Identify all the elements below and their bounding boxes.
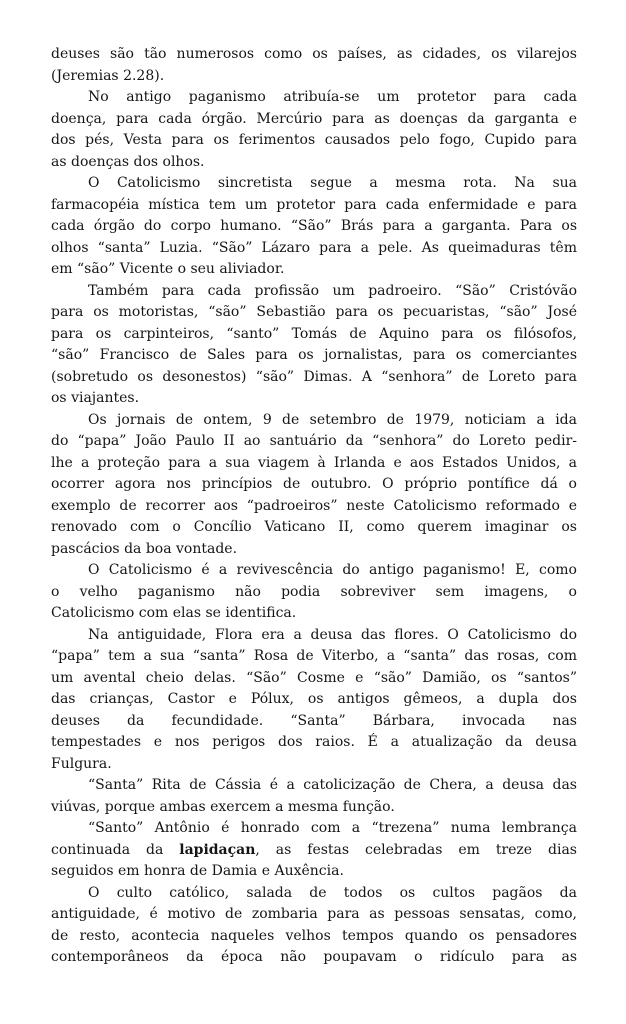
text-line: de resto, acontecia naqueles velhos tempos quando os pensadores	[51, 927, 577, 944]
text-line	[51, 840, 577, 862]
text-line: Na antiguidade, Flora era a deusa das flores. O Catolicismo do	[88, 626, 577, 643]
text-line: olhos “santa” Luzia. “São” Lázaro para a pele. As queimaduras têm	[51, 239, 577, 256]
text-line: (Jeremias 2.28).	[51, 67, 165, 84]
text-line: pascácios da boa vontade.	[51, 540, 238, 557]
text-line: cada órgão do corpo humano. “São” Brás para a garganta. Para os	[51, 218, 577, 234]
text-line: O culto católico, salada de todos os cultos pagãos da	[88, 884, 577, 901]
text-line: ocorrer agora nos princípios de outubro. O próprio pontífice dá o	[51, 476, 577, 492]
text-line: as doenças dos olhos.	[51, 153, 205, 170]
text-line: em “são” Vicente o seu aliviador.	[51, 261, 285, 277]
text-line: os viajantes.	[51, 390, 140, 406]
text-line: tempestades e nos perigos dos raios. É a atualização da deusa	[51, 734, 577, 750]
text-line: Fulgura.	[51, 755, 112, 772]
text-line: para os motoristas, “são” Sebastião para os pecuaristas, “são” José	[51, 304, 577, 320]
text-line: renovado com o Concílio Vaticano II, como querem imaginar os	[51, 519, 577, 535]
text-line: No antigo paganismo atribuía-se um protetor para cada	[88, 89, 577, 105]
text-line: O Catolicismo é a revivescência do antigo paganismo! E, como	[88, 562, 577, 578]
text-segment: , as festas celebradas em treze dias	[255, 841, 577, 858]
text-line: deuses são tão numerosos como os países, as cidades, os vilarejos	[51, 46, 577, 62]
text-line: “papa” tem a sua “santa” Rosa de Viterbo, a “santa” das rosas, com	[51, 648, 577, 664]
text-line: Os jornais de ontem, 9 de setembro de 1979, noticiam a ida	[88, 411, 577, 428]
text-line: doença, para cada órgão. Mercúrio para as doenças da garganta e	[51, 110, 577, 127]
text-line: Também para cada profissão um padroeiro. “São” Cristóvão	[88, 282, 577, 299]
paragraph	[51, 560, 577, 625]
paragraph	[51, 625, 577, 776]
paragraph	[51, 87, 577, 173]
paragraph	[51, 173, 577, 281]
text-line: para os carpinteiros, “santo” Tomás de Aquino para os filósofos,	[51, 325, 577, 342]
text-line: exemplo de recorrer aos “padroeiros” neste Catolicismo reformado e	[51, 497, 577, 514]
text-line: deuses da fecundidade. “Santa” Bárbara, invocada nas	[51, 712, 577, 729]
text-line: farmacopéia mística tem um protetor para cada enfermidade e para	[51, 196, 577, 213]
text-line: das crianças, Castor e Pólux, os antigos gêmeos, a dupla dos	[51, 691, 577, 707]
paragraph	[51, 44, 577, 87]
text-line: lhe a proteção para a sua viagem à Irlanda e aos Estados Unidos, a	[51, 454, 577, 471]
paragraph	[51, 818, 577, 883]
paragraph	[51, 410, 577, 561]
text-line: dos pés, Vesta para os ferimentos causados pelo fogo, Cupido para	[51, 132, 577, 148]
text-line: O Catolicismo sincretista segue a mesma rota. Na sua	[88, 175, 577, 191]
text-line: Catolicismo com elas se identifica.	[51, 605, 297, 621]
text-line: um avental cheio delas. “São” Cosme e “são” Damião, os “santos”	[51, 669, 577, 686]
text-line: do “papa” João Paulo II ao santuário da “senhora” do Loreto pedir-	[51, 433, 577, 449]
text-line: seguidos em honra de Damia e Auxência.	[51, 863, 344, 879]
text-line: antiguidade, é motivo de zombaria para as pessoas sensatas, como,	[51, 906, 577, 922]
text-line: viúvas, porque ambas exercem a mesma função.	[51, 798, 395, 815]
text-line: (sobretudo os desonestos) “são” Dimas. A “senhora” de Loreto para	[51, 368, 577, 385]
paragraph	[51, 883, 577, 969]
paragraph	[51, 281, 577, 410]
text-line: o velho paganismo não podia sobreviver sem imagens, o	[51, 583, 577, 600]
text-line: “são” Francisco de Sales para os jornalistas, para os comerciantes	[51, 347, 577, 363]
text-segment: continuada da	[51, 841, 180, 858]
text-line: “Santo” Antônio é honrado com a “trezena” numa lembrança	[88, 820, 577, 836]
document-page	[51, 44, 577, 969]
emphasized-term: lapidaçan	[179, 841, 256, 858]
text-line: contemporâneos da época não poupavam o ridículo para as	[51, 949, 577, 965]
paragraph	[51, 775, 577, 818]
text-line: “Santa” Rita de Cássia é a catolicização de Chera, a deusa das	[88, 777, 577, 793]
